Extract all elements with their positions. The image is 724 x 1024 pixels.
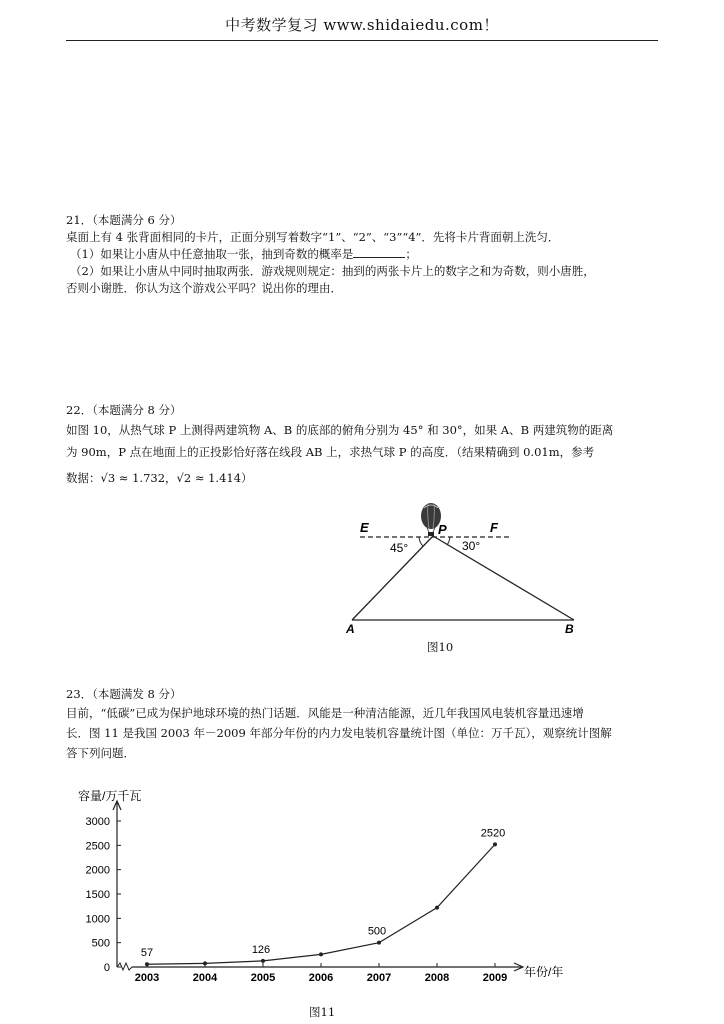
label-E: E <box>360 520 369 535</box>
q22-line2: 为 90m，P 点在地面上的正投影恰好落在线段 AB 上，求热气球 P 的高度．（结果精确到 0.01m，参考 <box>66 445 595 459</box>
data-point <box>493 842 497 846</box>
answer-blank <box>353 246 405 258</box>
data-label: 126 <box>251 943 271 956</box>
page-header: 中考数学复习 www.shidaiedu.com！ <box>225 16 499 34</box>
angle-label-45: 45° <box>390 541 409 555</box>
data-point <box>435 906 439 910</box>
y-tick-label: 1500 <box>85 889 110 901</box>
q22-line1: 如图 10，从热气球 P 上测得两建筑物 A、B 的底部的俯角分别为 45° 和 30°，如果 A、B 两建筑物的距离 <box>66 423 614 437</box>
angle-arc-left <box>419 537 423 546</box>
y-tick-label: 1000 <box>85 913 110 926</box>
q23-line1: 目前，“低碳”已成为保护地球环境的热门话题．风能是一种清洁能源，近几年我国风电装机容量迅速增 <box>66 706 584 720</box>
y-tick-label: 0 <box>103 962 110 974</box>
x-tick-label: 2008 <box>424 972 450 984</box>
y-axis-title: 容量/万千瓦 <box>78 789 142 803</box>
q23-line2: 长．图 11 是我国 2003 年－2009 年部分年份的内力发电装机容量统计图（单位：万千瓦），观察统计图解 <box>66 726 612 740</box>
label-P: P <box>438 522 447 537</box>
data-label: 2520 <box>480 827 506 840</box>
q21-part1 <box>66 246 660 263</box>
y-tick-label: 2000 <box>85 864 110 877</box>
header-rule <box>66 40 658 41</box>
angle-arc-right <box>447 537 450 545</box>
label-A: A <box>346 622 355 636</box>
figure-11-line-chart <box>60 784 600 994</box>
data-label: 57 <box>140 947 154 960</box>
chart-axes <box>113 801 523 971</box>
q21-line1: 桌面上有 4 张背面相同的卡片，正面分别写着数字“1”、“2”、“3”“4”．先将卡片背面朝上洗匀． <box>66 230 560 244</box>
data-point <box>203 961 207 965</box>
q21-part2b: 否则小谢胜．你认为这个游戏公平吗？说出你的理由． <box>66 281 342 295</box>
label-B: B <box>565 622 574 636</box>
q21-part1-suffix: ； <box>405 247 417 261</box>
x-tick-label: 2003 <box>134 972 160 984</box>
figure-11-caption: 图11 <box>309 1005 336 1019</box>
data-point <box>377 941 381 945</box>
data-point <box>319 952 323 956</box>
y-tick-label: 3000 <box>85 816 110 828</box>
data-point <box>145 962 149 966</box>
line-PB <box>433 536 574 620</box>
y-tick-label: 2500 <box>85 840 110 853</box>
series-line <box>147 844 495 964</box>
angle-label-30: 30° <box>462 539 481 553</box>
x-axis-title: 年份/年 <box>524 965 564 979</box>
question-23 <box>66 686 660 762</box>
q23-title: 23．（本题满发 8 分） <box>66 687 182 701</box>
x-tick-label: 2009 <box>482 972 508 984</box>
figure-10-caption: 图10 <box>427 640 454 654</box>
data-point <box>261 959 265 963</box>
question-22 <box>66 402 660 487</box>
q21-title: 21．（本题满分 6 分） <box>66 213 182 227</box>
q21-part2a: （2）如果让小唐从中同时抽取两张．游戏规则规定：抽到的两张卡片上的数字之和为奇数，则小唐胜， <box>70 264 595 278</box>
x-tick-label: 2005 <box>250 972 276 984</box>
y-tick-label: 500 <box>91 937 110 950</box>
q22-line3: 数据：√3 ≈ 1.732，√2 ≈ 1.414） <box>66 471 253 485</box>
figure-10-diagram <box>340 500 590 640</box>
chart-series <box>141 827 505 966</box>
q23-line3: 答下列问题． <box>66 746 135 760</box>
question-21 <box>66 212 660 297</box>
q21-part1-text: （1）如果让小唐从中任意抽取一张，抽到奇数的概率是 <box>70 247 354 261</box>
label-F: F <box>490 520 498 535</box>
q22-title: 22．（本题满分 8 分） <box>66 403 182 417</box>
x-tick-label: 2007 <box>366 972 392 984</box>
x-tick-label: 2006 <box>308 972 334 984</box>
x-tick-label: 2004 <box>192 972 218 984</box>
data-label: 500 <box>367 925 387 938</box>
